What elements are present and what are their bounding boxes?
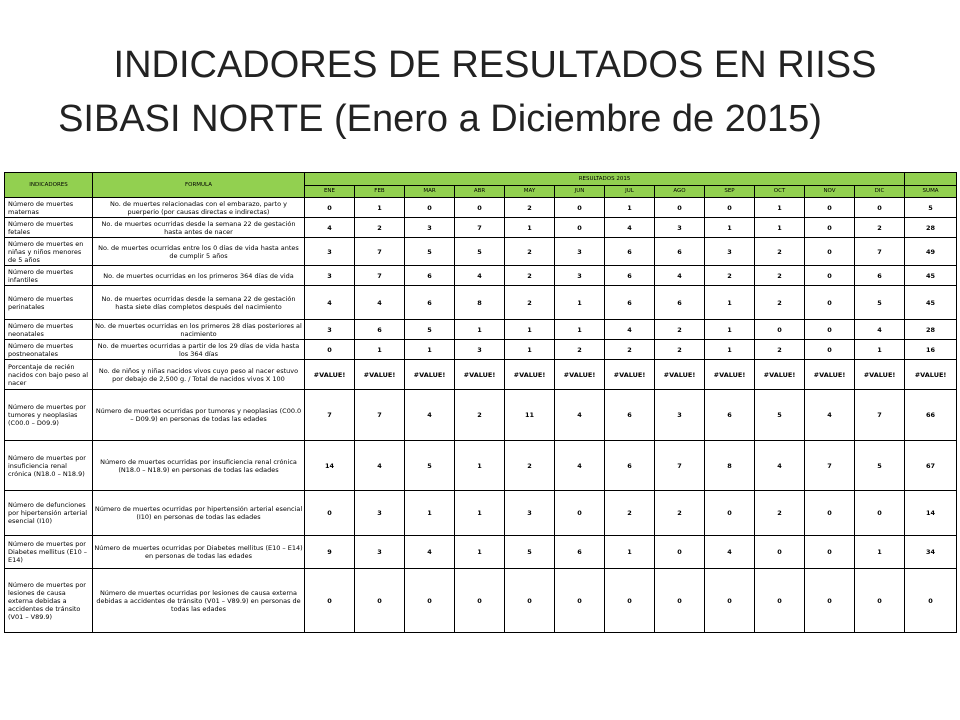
month-value-cell: 0 — [305, 340, 355, 360]
formula-cell: No. de muertes ocurridas a partir de los 29 días de vida hasta los 364 días — [93, 340, 305, 360]
month-value-cell: 7 — [355, 390, 405, 441]
results-table-container — [4, 172, 957, 633]
month-value-cell: 3 — [655, 390, 705, 441]
month-value-cell: 6 — [855, 266, 905, 286]
indicator-cell: Porcentaje de recién nacidos con bajo peso al nacer — [5, 360, 93, 390]
month-value-cell: 4 — [405, 536, 455, 569]
month-value-cell: 0 — [805, 536, 855, 569]
month-value-cell: 0 — [555, 198, 605, 218]
month-value-cell: 3 — [305, 320, 355, 340]
month-value-cell: 5 — [405, 238, 455, 266]
month-value-cell: 1 — [705, 218, 755, 238]
month-value-cell: 7 — [655, 441, 705, 491]
indicator-cell: Número de muertes fetales — [5, 218, 93, 238]
month-value-cell: 0 — [755, 536, 805, 569]
month-value-cell: 2 — [355, 218, 405, 238]
indicator-cell: Número de muertes por lesiones de causa externa debidas a accidentes de tránsito (V01 – V89.9) — [5, 569, 93, 633]
month-value-cell: 4 — [855, 320, 905, 340]
month-value-cell: 4 — [405, 390, 455, 441]
indicator-cell: Número de muertes postneonatales — [5, 340, 93, 360]
slide-title — [0, 38, 960, 146]
month-value-cell: #VALUE! — [355, 360, 405, 390]
month-value-cell: 2 — [755, 238, 805, 266]
month-value-cell: #VALUE! — [455, 360, 505, 390]
month-value-cell: 0 — [455, 198, 505, 218]
month-value-cell: 7 — [355, 238, 405, 266]
table-row — [5, 286, 957, 320]
month-value-cell: 2 — [505, 198, 555, 218]
title-line-1: INDICADORES DE RESULTADOS EN RIISS — [113, 44, 877, 86]
month-value-cell: #VALUE! — [505, 360, 555, 390]
sum-cell: 0 — [905, 569, 957, 633]
formula-cell: No. de muertes ocurridas en los primeros 28 días posteriores al nacimiento — [93, 320, 305, 340]
formula-cell: Número de muertes ocurridas por Diabetes mellitus (E10 – E14) en personas de todas las edades — [93, 536, 305, 569]
month-value-cell: 8 — [705, 441, 755, 491]
table-row — [5, 491, 957, 536]
header-month: ENE — [305, 185, 355, 198]
formula-cell: Número de muertes ocurridas por tumores y neoplasias (C00.0 – D09.9) en personas de todas las edades — [93, 390, 305, 441]
month-value-cell: 3 — [405, 218, 455, 238]
month-value-cell: 0 — [755, 569, 805, 633]
month-value-cell: #VALUE! — [555, 360, 605, 390]
table-row — [5, 198, 957, 218]
indicator-cell: Número de muertes infantiles — [5, 266, 93, 286]
month-value-cell: 0 — [805, 491, 855, 536]
month-value-cell: 6 — [605, 286, 655, 320]
month-value-cell: 1 — [605, 198, 655, 218]
month-value-cell: 0 — [555, 569, 605, 633]
formula-cell: Número de muertes ocurridas por lesiones de causa externa debidas a accidentes de tránsito (V01 – V89.9) en personas de todas las edades — [93, 569, 305, 633]
sum-cell: 67 — [905, 441, 957, 491]
month-value-cell: 1 — [855, 340, 905, 360]
month-value-cell: 4 — [605, 320, 655, 340]
month-value-cell: 2 — [755, 340, 805, 360]
header-month: AGO — [655, 185, 705, 198]
month-value-cell: 1 — [455, 491, 505, 536]
formula-cell: No. de niños y niñas nacidos vivos cuyo peso al nacer estuvo por debajo de 2,500 g. / Total de nacidos vivos X 100 — [93, 360, 305, 390]
month-value-cell: 0 — [305, 491, 355, 536]
month-value-cell: 0 — [805, 286, 855, 320]
indicator-cell: Número de muertes neonatales — [5, 320, 93, 340]
header-month: MAR — [405, 185, 455, 198]
sum-cell: 49 — [905, 238, 957, 266]
header-indicadores: INDICADORES — [5, 173, 93, 198]
month-value-cell: 6 — [655, 286, 705, 320]
month-value-cell: 1 — [705, 340, 755, 360]
month-value-cell: 6 — [405, 266, 455, 286]
indicator-cell: Número de muertes perinatales — [5, 286, 93, 320]
month-value-cell: 6 — [655, 238, 705, 266]
month-value-cell: 1 — [705, 320, 755, 340]
indicator-cell: Número de muertes en niñas y niños menores de 5 años — [5, 238, 93, 266]
header-month: MAY — [505, 185, 555, 198]
month-value-cell: 3 — [655, 218, 705, 238]
month-value-cell: 2 — [755, 266, 805, 286]
sum-cell: 28 — [905, 320, 957, 340]
month-value-cell: 0 — [655, 198, 705, 218]
month-value-cell: 2 — [605, 491, 655, 536]
formula-cell: No. de muertes ocurridas desde la semana 22 de gestación hasta antes de nacer — [93, 218, 305, 238]
month-value-cell: 0 — [305, 198, 355, 218]
month-value-cell: 7 — [455, 218, 505, 238]
month-value-cell: 0 — [405, 198, 455, 218]
month-value-cell: 4 — [455, 266, 505, 286]
month-value-cell: 5 — [405, 320, 455, 340]
indicator-cell: Número de muertes por tumores y neoplasias (C00.0 – D09.9) — [5, 390, 93, 441]
month-value-cell: 6 — [605, 266, 655, 286]
month-value-cell: 4 — [355, 441, 405, 491]
month-value-cell: 8 — [455, 286, 505, 320]
month-value-cell: 0 — [705, 569, 755, 633]
formula-cell: Número de muertes ocurridas por hipertensión arterial esencial (I10) en personas de todas las edades — [93, 491, 305, 536]
sum-cell: 45 — [905, 266, 957, 286]
month-value-cell: 3 — [305, 266, 355, 286]
month-value-cell: 1 — [755, 198, 805, 218]
month-value-cell: 0 — [655, 536, 705, 569]
month-value-cell: 2 — [505, 441, 555, 491]
header-month: FEB — [355, 185, 405, 198]
table-row — [5, 441, 957, 491]
month-value-cell: 5 — [855, 286, 905, 320]
month-value-cell: 3 — [455, 340, 505, 360]
month-value-cell: 1 — [605, 536, 655, 569]
formula-cell: No. de muertes ocurridas desde la semana 22 de gestación hasta siete días completos después del nacimiento — [93, 286, 305, 320]
month-value-cell: 4 — [305, 286, 355, 320]
month-value-cell: #VALUE! — [405, 360, 455, 390]
month-value-cell: 1 — [505, 340, 555, 360]
month-value-cell: #VALUE! — [605, 360, 655, 390]
month-value-cell: #VALUE! — [305, 360, 355, 390]
month-value-cell: 0 — [805, 266, 855, 286]
header-row-1 — [5, 173, 957, 186]
month-value-cell: 5 — [755, 390, 805, 441]
month-value-cell: 3 — [555, 238, 605, 266]
month-value-cell: 0 — [755, 320, 805, 340]
header-month: NOV — [805, 185, 855, 198]
month-value-cell: 2 — [655, 320, 705, 340]
month-value-cell: 2 — [505, 266, 555, 286]
month-value-cell: 1 — [405, 491, 455, 536]
month-value-cell: 0 — [405, 569, 455, 633]
month-value-cell: 1 — [555, 286, 605, 320]
month-value-cell: 7 — [305, 390, 355, 441]
month-value-cell: 2 — [655, 340, 705, 360]
header-month: JUL — [605, 185, 655, 198]
month-value-cell: #VALUE! — [655, 360, 705, 390]
header-blank — [905, 173, 957, 186]
header-month: JUN — [555, 185, 605, 198]
month-value-cell: 0 — [705, 198, 755, 218]
month-value-cell: 0 — [805, 569, 855, 633]
month-value-cell: 2 — [455, 390, 505, 441]
month-value-cell: 2 — [555, 340, 605, 360]
month-value-cell: 3 — [355, 491, 405, 536]
indicator-cell: Número de muertes maternas — [5, 198, 93, 218]
month-value-cell: 14 — [305, 441, 355, 491]
month-value-cell: 0 — [505, 569, 555, 633]
month-value-cell: 0 — [805, 198, 855, 218]
month-value-cell: 4 — [555, 390, 605, 441]
month-value-cell: 1 — [555, 320, 605, 340]
month-value-cell: 6 — [355, 320, 405, 340]
month-value-cell: 4 — [605, 218, 655, 238]
table-row — [5, 340, 957, 360]
month-value-cell: 5 — [405, 441, 455, 491]
title-line-2: SIBASI NORTE (Enero a Diciembre de 2015) — [58, 98, 822, 140]
month-value-cell: 1 — [355, 198, 405, 218]
month-value-cell: 0 — [555, 218, 605, 238]
sum-cell: #VALUE! — [905, 360, 957, 390]
month-value-cell: #VALUE! — [855, 360, 905, 390]
month-value-cell: #VALUE! — [705, 360, 755, 390]
indicator-cell: Número de muertes por insuficiencia renal crónica (N18.0 – N18.9) — [5, 441, 93, 491]
indicator-cell: Número de muertes por Diabetes mellitus (E10 – E14) — [5, 536, 93, 569]
month-value-cell: 4 — [355, 286, 405, 320]
month-value-cell: 4 — [805, 390, 855, 441]
header-month: ABR — [455, 185, 505, 198]
month-value-cell: 0 — [655, 569, 705, 633]
month-value-cell: 3 — [555, 266, 605, 286]
header-formula: FORMULA — [93, 173, 305, 198]
month-value-cell: 0 — [805, 340, 855, 360]
month-value-cell: 6 — [705, 390, 755, 441]
header-month: SEP — [705, 185, 755, 198]
month-value-cell: 1 — [455, 320, 505, 340]
month-value-cell: 3 — [505, 491, 555, 536]
month-value-cell: 0 — [855, 198, 905, 218]
results-table — [4, 172, 957, 633]
month-value-cell: 0 — [805, 238, 855, 266]
month-value-cell: 4 — [705, 536, 755, 569]
sum-cell: 45 — [905, 286, 957, 320]
month-value-cell: 1 — [455, 536, 505, 569]
sum-cell: 66 — [905, 390, 957, 441]
month-value-cell: 0 — [605, 569, 655, 633]
month-value-cell: 11 — [505, 390, 555, 441]
month-value-cell: 6 — [405, 286, 455, 320]
month-value-cell: 5 — [455, 238, 505, 266]
month-value-cell: 4 — [305, 218, 355, 238]
month-value-cell: 0 — [355, 569, 405, 633]
month-value-cell: 6 — [605, 441, 655, 491]
sum-cell: 28 — [905, 218, 957, 238]
month-value-cell: 0 — [305, 569, 355, 633]
month-value-cell: 0 — [855, 569, 905, 633]
table-row — [5, 266, 957, 286]
month-value-cell: 2 — [855, 218, 905, 238]
month-value-cell: 1 — [505, 320, 555, 340]
month-value-cell: 1 — [355, 340, 405, 360]
table-row — [5, 360, 957, 390]
month-value-cell: 0 — [705, 491, 755, 536]
month-value-cell: 1 — [855, 536, 905, 569]
month-value-cell: 7 — [855, 238, 905, 266]
month-value-cell: 6 — [555, 536, 605, 569]
table-row — [5, 569, 957, 633]
table-row — [5, 218, 957, 238]
month-value-cell: 4 — [655, 266, 705, 286]
month-value-cell: 7 — [355, 266, 405, 286]
header-resultados: RESULTADOS 2015 — [305, 173, 905, 186]
month-value-cell: 0 — [555, 491, 605, 536]
month-value-cell: 1 — [755, 218, 805, 238]
month-value-cell: 7 — [855, 390, 905, 441]
sum-cell: 14 — [905, 491, 957, 536]
month-value-cell: 5 — [505, 536, 555, 569]
month-value-cell: 4 — [555, 441, 605, 491]
month-value-cell: 3 — [305, 238, 355, 266]
header-month: DIC — [855, 185, 905, 198]
month-value-cell: 6 — [605, 390, 655, 441]
results-table-body — [5, 198, 957, 633]
sum-cell: 5 — [905, 198, 957, 218]
formula-cell: No. de muertes relacionadas con el embarazo, parto y puerperio (por causas directas e indirectas) — [93, 198, 305, 218]
month-value-cell: 1 — [705, 286, 755, 320]
sum-cell: 34 — [905, 536, 957, 569]
month-value-cell: 2 — [755, 286, 805, 320]
month-value-cell: 6 — [605, 238, 655, 266]
month-value-cell: #VALUE! — [755, 360, 805, 390]
month-value-cell: 2 — [705, 266, 755, 286]
table-row — [5, 390, 957, 441]
formula-cell: Número de muertes ocurridas por insuficiencia renal crónica (N18.0 – N18.9) en personas de todas las edades — [93, 441, 305, 491]
month-value-cell: 7 — [805, 441, 855, 491]
month-value-cell: 2 — [505, 238, 555, 266]
table-row — [5, 536, 957, 569]
sum-cell: 16 — [905, 340, 957, 360]
month-value-cell: #VALUE! — [805, 360, 855, 390]
month-value-cell: 1 — [455, 441, 505, 491]
month-value-cell: 2 — [655, 491, 705, 536]
month-value-cell: 2 — [505, 286, 555, 320]
month-value-cell: 0 — [805, 320, 855, 340]
indicator-cell: Número de defunciones por hipertensión arterial esencial (I10) — [5, 491, 93, 536]
formula-cell: No. de muertes ocurridas entre los 0 días de vida hasta antes de cumplir 5 años — [93, 238, 305, 266]
month-value-cell: 1 — [405, 340, 455, 360]
month-value-cell: 3 — [355, 536, 405, 569]
formula-cell: No. de muertes ocurridas en los primeros 364 días de vida — [93, 266, 305, 286]
month-value-cell: 2 — [605, 340, 655, 360]
month-value-cell: 0 — [855, 491, 905, 536]
month-value-cell: 1 — [505, 218, 555, 238]
header-month: OCT — [755, 185, 805, 198]
month-value-cell: 3 — [705, 238, 755, 266]
month-value-cell: 2 — [755, 491, 805, 536]
month-value-cell: 4 — [755, 441, 805, 491]
table-row — [5, 320, 957, 340]
month-value-cell: 0 — [805, 218, 855, 238]
month-value-cell: 0 — [455, 569, 505, 633]
month-value-cell: 5 — [855, 441, 905, 491]
month-value-cell: 9 — [305, 536, 355, 569]
header-suma: SUMA — [905, 185, 957, 198]
table-row — [5, 238, 957, 266]
